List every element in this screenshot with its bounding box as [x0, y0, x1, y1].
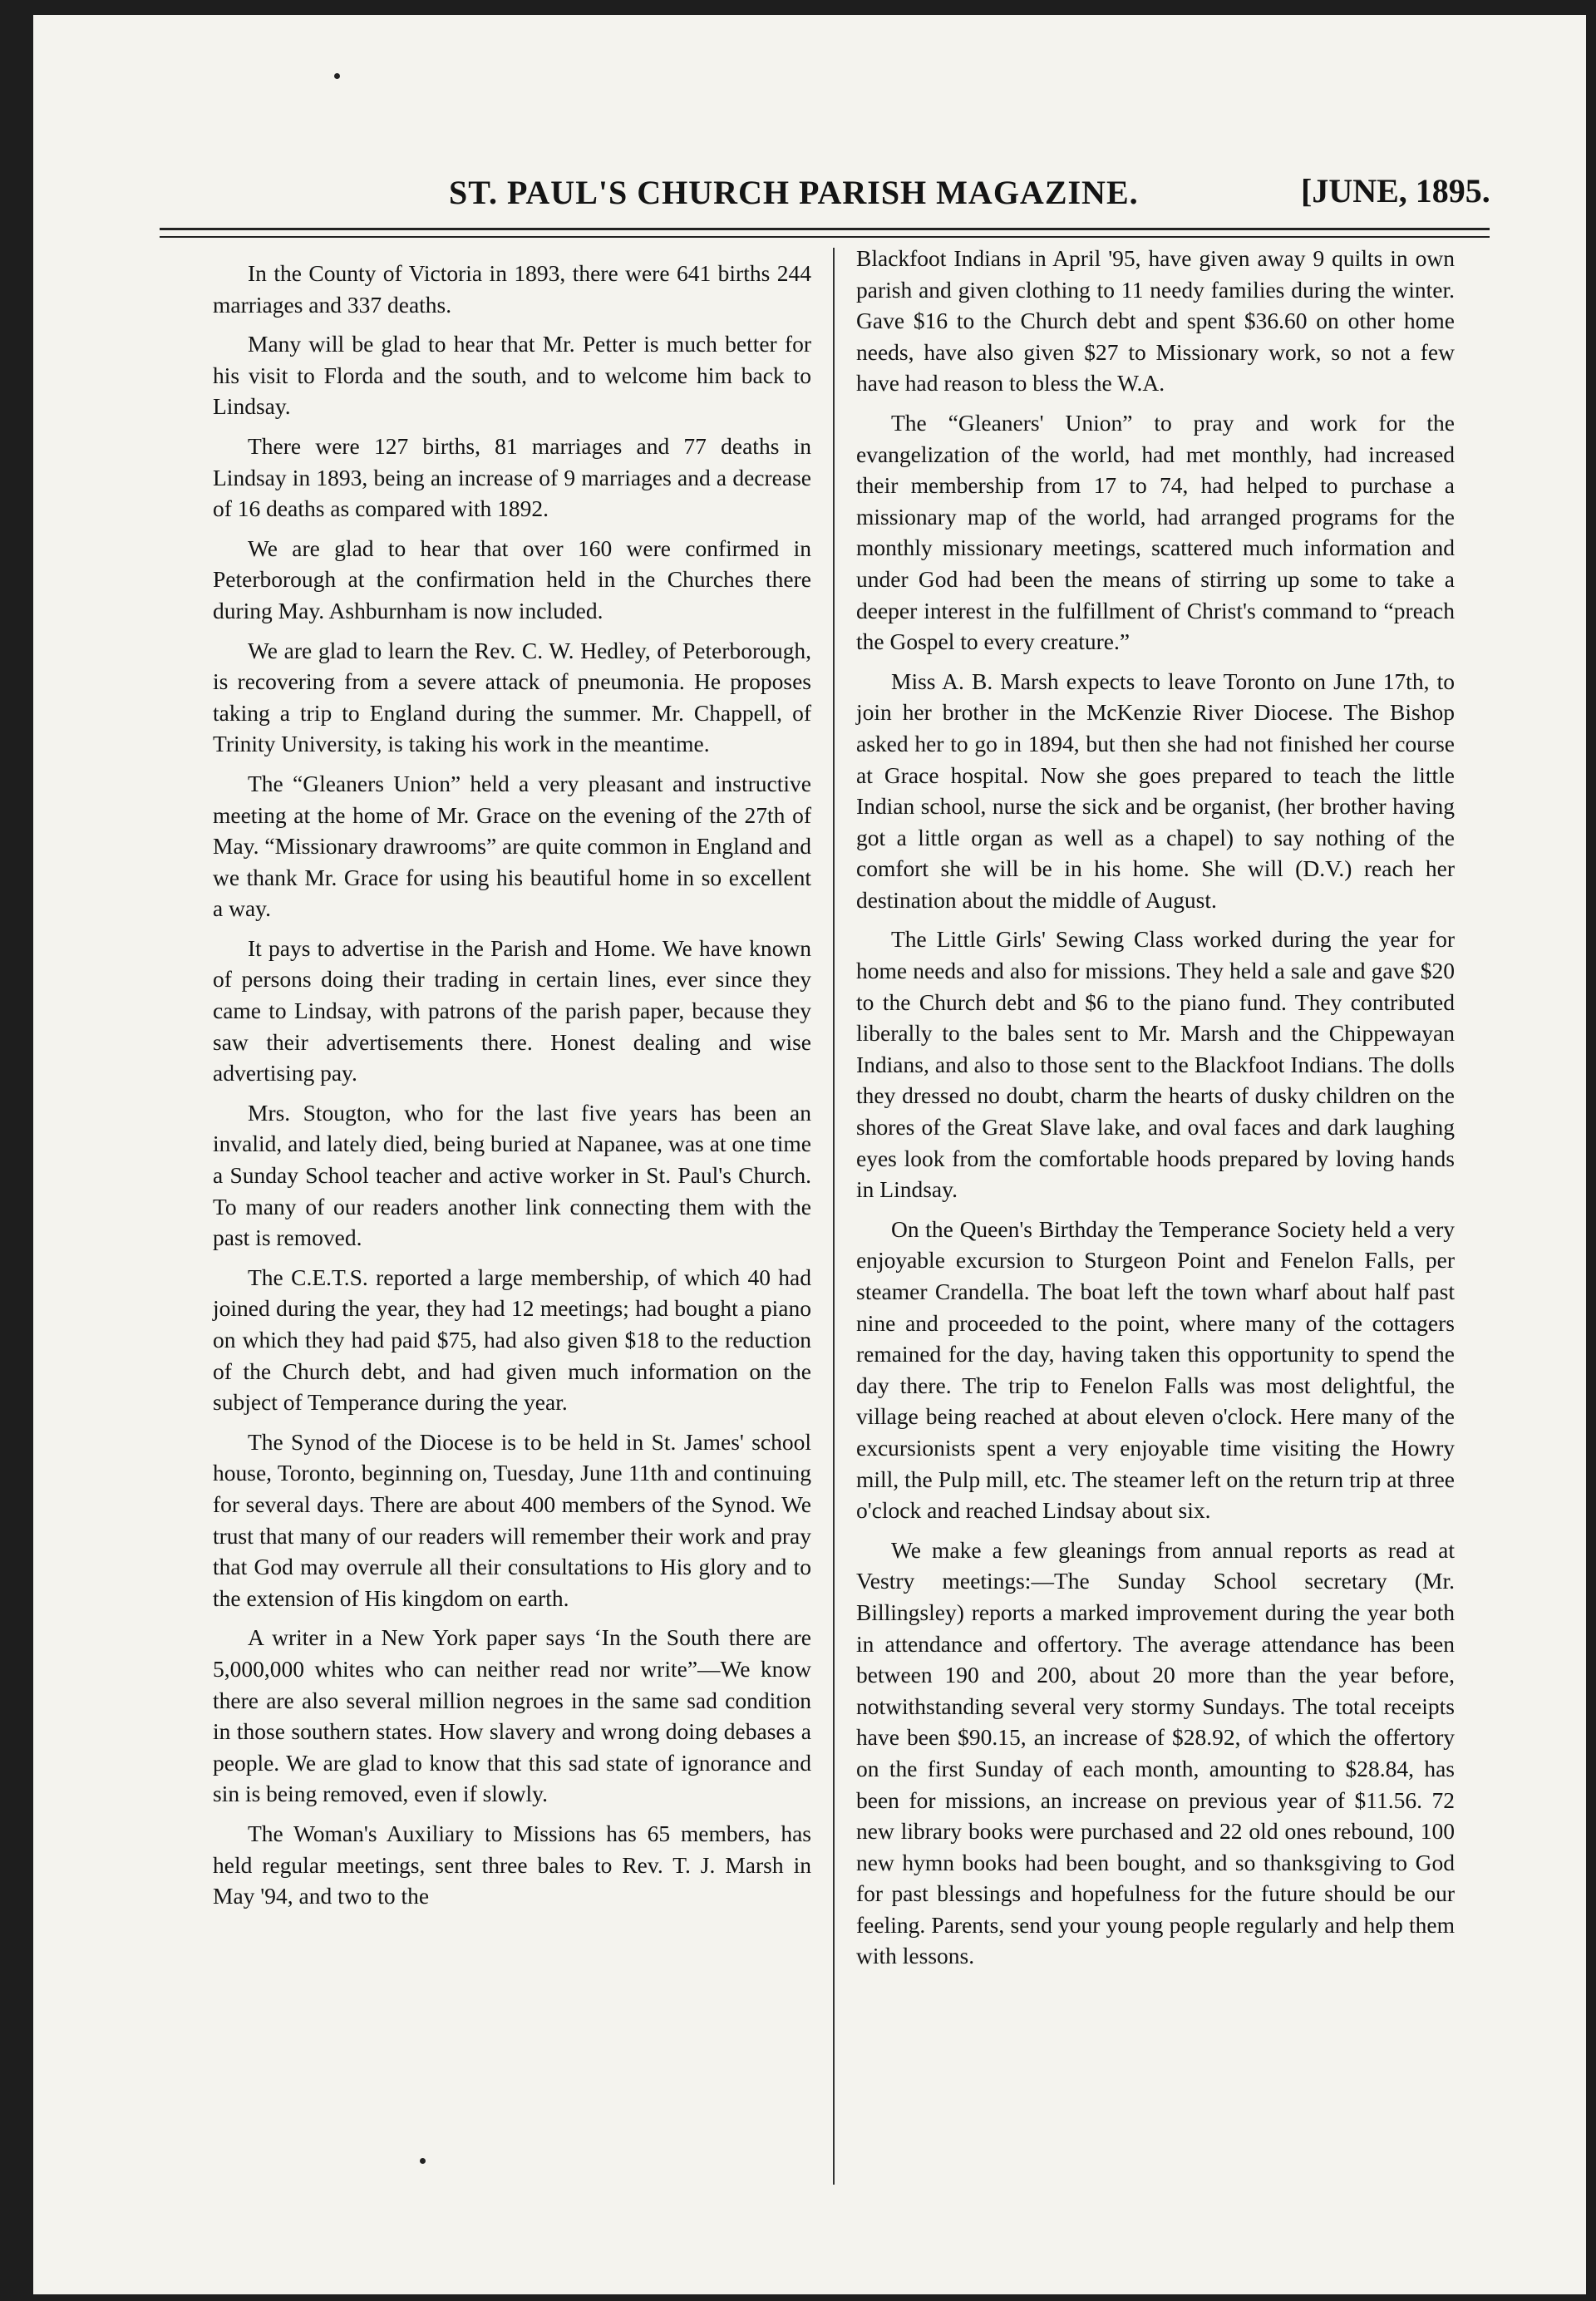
magazine-page: [33, 15, 1586, 2294]
paragraph: The “Gleaners Union” held a very pleasant and instructive meeting at the home of Mr. Grace on the evening of the 27th of May. “Missionary drawrooms” are quite common in England and we thank Mr. Grace for using his beautiful home in so excellent a way.: [213, 770, 811, 922]
left-column: [213, 258, 811, 1920]
right-column: [856, 243, 1455, 1980]
paragraph: The “Gleaners' Union” to pray and work for the evangelization of the world, had met monthly, had increased their membership from 17 to 74, had helped to purchase a missionary map of the world, had arranged programs for the monthly missionary meetings, scattered much information and under God had been the means of stirring up some to take a deeper interest in the fulfillment of Christ's command to “preach the Gospel to every creature.”: [856, 409, 1455, 655]
header-rule-thin: [160, 236, 1490, 238]
paragraph: In the County of Victoria in 1893, there were 641 births 244 marriages and 337 deaths.: [213, 260, 811, 318]
magazine-title: ST. PAUL'S CHURCH PARISH MAGAZINE.: [449, 174, 1139, 211]
issue-date: [JUNE, 1895.: [1301, 172, 1490, 209]
paragraph: We are glad to hear that over 160 were confirmed in Peterborough at the confirmation held in the Churches there during May. Ashburnham is now included.: [213, 535, 811, 623]
paragraph: We make a few gleanings from annual reports as read at Vestry meetings:—The Sunday School secretary (Mr. Billingsley) reports a marked improvement during the year both in attendance and offertory. The average attendance has been between 190 and 200, about 20 more than the year before, notwithstanding several very stormy Sundays. The total receipts have been $90.15, an increase of $28.92, of which the offertory on the first Sunday of each month, amounting to $28.84, has been for missions, an increase on previous year of $11.56. 72 new library books were purchased and 22 old ones rebound, 100 new hymn books had been bought, and so thanksgiving to God for past blessings and hopefulness for the future should be our feeling. Parents, send your young people regularly and help them with lessons.: [856, 1536, 1455, 1969]
paragraph: The Little Girls' Sewing Class worked during the year for home needs and also for missions. They held a sale and gave $20 to the Church debt and $6 to the piano fund. They contributed liberally to the bales sent to Mr. Marsh and the Chippewayan Indians, and also to those sent to the Blackfoot Indians. The dolls they dressed no doubt, charm the hearts of dusky children on the shores of the Great Slave lake, and oval faces and dark laughing eyes look from the comfortable hoods prepared by loving hands in Lindsay.: [856, 926, 1455, 1203]
paragraph: On the Queen's Birthday the Temperance Society held a very enjoyable excursion to Sturgeon Point and Fenelon Falls, per steamer Crandella. The boat left the town wharf about half past nine and proceeded to the point, where many of the cottagers remained for the day, having taken this opportunity to spend the day there. The trip to Fenelon Falls was most delightful, the village being reached at about eleven o'clock. Here many of the excursionists spent a very enjoyable time visiting the Howry mill, the Pulp mill, etc. The steamer left on the return trip at three o'clock and reached Lindsay about six.: [856, 1215, 1455, 1524]
paragraph: Mrs. Stougton, who for the last five years has been an invalid, and lately died, being buried at Napanee, was at one time a Sunday School teacher and active worker in St. Paul's Church. To many of our readers another link connecting them with the past is removed.: [213, 1099, 811, 1251]
paragraph-continued: Blackfoot Indians in April '95, have given away 9 quilts in own parish and given clothing to 11 needy families during the winter. Gave $16 to the Church debt and spent $36.60 on other home needs, have also given $27 to Missionary work, so not a few have had reason to bless the W.A.: [856, 245, 1455, 397]
paragraph: Many will be glad to hear that Mr. Petter is much better for his visit to Florda and the south, and to welcome him back to Lindsay.: [213, 331, 811, 420]
paragraph: It pays to advertise in the Parish and Home. We have known of persons doing their trading in certain lines, ever since they came to Lindsay, with patrons of the parish paper, because they saw their advertisements there. Honest dealing and wise advertising pay.: [213, 934, 811, 1086]
paragraph: A writer in a New York paper says ‘In the South there are 5,000,000 whites who can neither read nor write”—We know there are also several million negroes in the same sad condition in those southern states. How slavery and wrong doing debases a people. We are glad to know that this sad state of ignorance and sin is being removed, even if slowly.: [213, 1624, 811, 1807]
paragraph: The Woman's Auxiliary to Missions has 65 members, has held regular meetings, sent three bales to Rev. T. J. Marsh in May '94, and two to the: [213, 1820, 811, 1909]
ink-speck: [420, 2158, 426, 2164]
paragraph: We are glad to learn the Rev. C. W. Hedley, of Peterborough, is recovering from a severe attack of pneumonia. He proposes taking a trip to England during the summer. Mr. Chappell, of Trinity University, is taking his work in the meantime.: [213, 637, 811, 757]
header-rule: [160, 228, 1490, 230]
paragraph: The Synod of the Diocese is to be held in St. James' school house, Toronto, beginning on, Tuesday, June 11th and continuing for several days. There are about 400 members of the Synod. We trust that many of our readers will remember their work and pray that God may overrule all their consultations to His glory and to the extension of His kingdom on earth.: [213, 1428, 811, 1611]
column-divider: [833, 248, 835, 2185]
paragraph: The C.E.T.S. reported a large membership, of which 40 had joined during the year, they had 12 meetings; had bought a piano on which they had paid $75, had also given $18 to the reduction of the Church debt, and had given much information on the subject of Temperance during the year.: [213, 1264, 811, 1416]
page-header: [33, 165, 1586, 214]
paragraph: There were 127 births, 81 marriages and 77 deaths in Lindsay in 1893, being an increase of 9 marriages and a decrease of 16 deaths as compared with 1892.: [213, 432, 811, 522]
ink-speck: [334, 73, 340, 79]
paragraph: Miss A. B. Marsh expects to leave Toronto on June 17th, to join her brother in the McKenzie River Diocese. The Bishop asked her to go in 1894, but then she had not finished her course at Grace hospital. Now she goes prepared to teach the little Indian school, nurse the sick and be organist, (her brother having got a little organ as well as a chapel) to say nothing of the comfort she will be in his home. She will (D.V.) reach her destination about the middle of August.: [856, 668, 1455, 913]
